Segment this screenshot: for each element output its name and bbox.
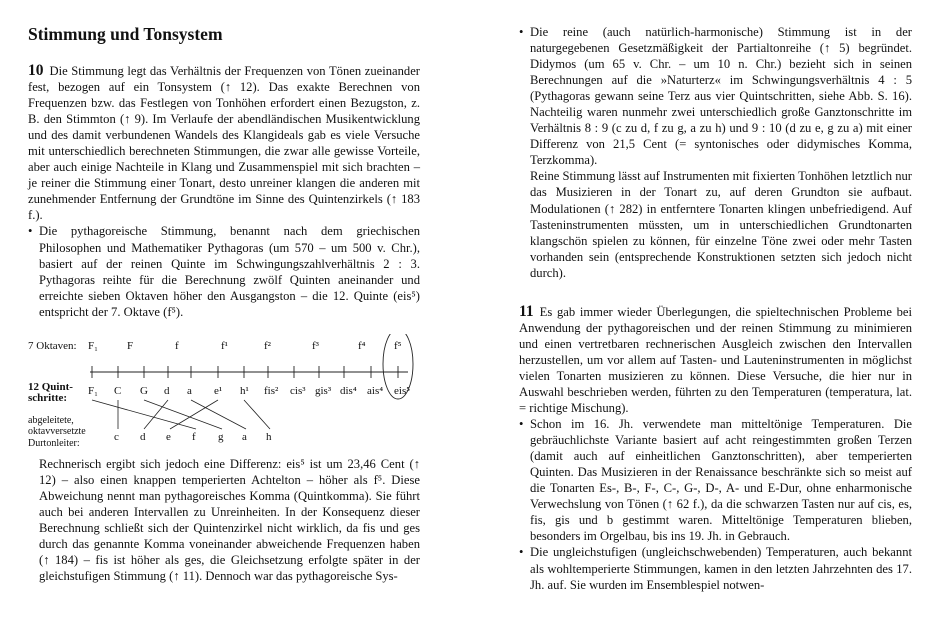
fifth-note: a xyxy=(187,384,192,397)
octaves-label: 7 Oktaven: xyxy=(28,339,77,352)
reine-stimmung-continuation: Reine Stimmung lässt auf Instrumenten mit fixierten Tonhöhen letztlich nur das Musizieren in der Tonart zu, auf deren Grundton sie aufbaut. Modulationen (↑ 282) in entferntere Tonarten klingen unbefriedigend. Auf Tasteninstrumenten müssten, um in unterschiedlichen Grundtonarten klangschön spielen zu können, für einzelne Töne zwei oder mehr Tasten vorhanden sein (entsprechende Konstruktionen setzten sich jedoch nicht durch). xyxy=(530,169,912,280)
octave-note: f xyxy=(175,339,179,352)
fifth-note: fis² xyxy=(264,384,279,397)
fifth-note: G xyxy=(140,384,148,397)
fifth-note: d xyxy=(164,384,170,397)
bullet-list-right xyxy=(519,24,912,168)
octave-note: f⁴ xyxy=(358,339,366,352)
fifth-note: e¹ xyxy=(214,384,223,397)
section-number: 10 xyxy=(28,62,44,79)
bullet-reine-stimmung: • Die reine (auch natürlich-harmonische) Stimmung ist in der naturgegebenen Gesetzmäßigkeit der Partialtonreihe (↑ 5) begründet. Didymos (um 65 v. Chr. – um 10 n. Chr.) bezieht sich in seinen Berechnungen auf die »Naturterz« im Schwingungsverhältnis 4 : 5 (Pythagoras gewann seine Terz aus vier Quintschritten, siehe Abb. S. 16). Nachteilig waren nunmehr zwei unterschiedlich große Ganztonschritte im Verhältnis 8 : 9 (c zu d, f zu g, a zu h) und 9 : 10 (d zu e, g zu a) mit einer Differenz von 21,5 Cent (= syntonisches oder didymisches Komma, Terzkomma). xyxy=(519,24,912,168)
octave-note: F xyxy=(127,339,134,352)
right-column xyxy=(519,0,912,593)
scale-note: a xyxy=(242,430,247,443)
fifth-note: dis⁴ xyxy=(340,384,357,397)
octave-note: f³ xyxy=(312,339,319,352)
octave-note: F₁ xyxy=(88,339,98,352)
fifth-note: cis³ xyxy=(290,384,306,397)
fifth-note: h¹ xyxy=(240,384,249,397)
bullet-list-temperaturen xyxy=(519,416,912,593)
bullet-ungleichstufige: • Die ungleichstufigen (ungleichschwebenden) Temperaturen, auch bekannt als wohltemperierte Stimmungen, kamen in den letzten Jahrzehnten des 17. Jh. auf. Sie wurden im Ensemblespiel notwen- xyxy=(519,544,912,592)
octave-note: f¹ xyxy=(221,339,228,352)
scale-label-line2: oktavversetzte xyxy=(28,426,86,438)
section-10 xyxy=(28,63,420,223)
fifth-note: F₁ xyxy=(88,384,98,397)
after-diagram-text: Rechnerisch ergibt sich jedoch eine Differenz: eis⁵ ist um 23,46 Cent (↑ 12) – also einen knappen temperierten Achtelton – höher als f⁵. Diese Abweichung nennt man pythagoreisches Komma (Quintkomma). Sie führt auch bei anderen Intervallen zu Unreinheiten. In der Konsequenz dieser Berechnung schließt sich der Quintenzirkel nicht wirklich, da fis und ges durch das genannte Komma voneinander abweichende Frequenzen haben (↑ 184) – fis ist höher als ges, die Gleichsetzung erfolgte später in der gleichstufigen Stimmung (↑ 11). Dennoch war das pythagoreische Sys- xyxy=(39,456,420,584)
section-10-text: Die Stimmung legt das Verhältnis der Frequenzen von Tönen zueinander fest, bezogen auf ein Tonsystem (↑ 12). Das exakte Berechnen von Frequenzen bzw. das Festlegen von Tonhöhen erfordert einen Bezugston, z. B. den Stimmton (↑ 9). Im Verlaufe der abendländischen Musikentwicklung und des damit verbundenen Wandels des Klangideals gab es viele Versuche mit unterschiedlich berechneten Stimmungen, die zwar alle gewisse Vorteile, aber auch einige Nachteile in Klang und Zusammenspiel mit sich brachten – je reiner die Stimmung einer Tonart, desto unreiner klangen die anderen mit zunehmender Entfernung der Grundtöne im Sinne des Quintenzirkels (↑ 183 f.). xyxy=(28,64,420,223)
scale-label-line1: abgeleitete, xyxy=(28,414,74,426)
fifths-label-line2: schritte: xyxy=(28,392,68,405)
section-11-text: Es gab immer wieder Überlegungen, die spieltechnischen Probleme bei Anwendung der pythagoreischen und der reinen Stimmung zu minimieren und einen vertretbaren rechnerischen Ausgleich zwischen den Intervallen herzustellen, um vor allem auf Tasten- und Lauteninstrumenten in möglichst vielen Tonarten musizieren zu können. Diese Versuche, die hier nur in Auswahl beschrieben werden, führten zu den Temperaturen (temperatura, lat. = richtige Mischung). xyxy=(519,304,912,416)
fifths-label xyxy=(28,382,73,405)
scale-note: g xyxy=(218,430,224,443)
pythagorean-comma-diagram xyxy=(28,334,420,450)
scale-note: e xyxy=(166,430,171,443)
section-11 xyxy=(519,304,912,416)
mapping-arrow xyxy=(244,400,270,429)
scale-label xyxy=(28,415,86,450)
mapping-arrow xyxy=(191,400,246,429)
page-title: Stimmung und Tonsystem xyxy=(28,24,223,44)
bullet-list xyxy=(28,223,420,319)
section-number: 11 xyxy=(519,302,534,320)
mapping-arrow xyxy=(92,400,196,429)
scale-note: f xyxy=(192,430,196,443)
scale-note: c xyxy=(114,430,119,443)
fifths-label-line1: 12 Quint- xyxy=(28,380,73,393)
left-column xyxy=(28,0,420,584)
octave-note: f⁵ xyxy=(394,339,402,352)
fifth-note: C xyxy=(114,384,122,397)
fifth-note: eis⁵ xyxy=(394,384,411,397)
scale-arrows xyxy=(92,400,270,429)
bullet-pythagoreische-stimmung: • Die pythagoreische Stimmung, benannt nach dem griechischen Philosophen und Mathematiker Pythagoras (um 570 – um 500 v. Chr.), basiert auf der reinen Quinte im Schwingungszahlverhältnis 2 : 3. Pythagoras reihte für die Berechnung zwölf Quinten aneinander und erreichte sieben Oktaven höher den Ausgangston – die 12. Quinte (eis⁵) entspricht der 7. Oktave (f⁵). xyxy=(28,223,420,319)
octave-note: f² xyxy=(264,339,271,352)
fifth-note: ais⁴ xyxy=(367,384,384,397)
scale-note: d xyxy=(140,430,146,443)
scale-note: h xyxy=(266,430,272,443)
bullet-mitteltoenige: • Schon im 16. Jh. verwendete man mitteltönige Temperaturen. Die gebräuchlichste Variante basiert auf acht reingestimmten großen Terzen (damit auch auf einheitlichen Ganztonschritten), aber temperierten Quinten. Das Musizieren in der Renaissance beschränkte sich so meist auf die Tonarten Es-, B-, F-, C-, G-, D-, A- und E-Dur, ohne enharmonische Verwechslung von Tönen (↑ 62 f.), da die schwarzen Tasten nur auf cis, es, fis, gis und b gestimmt waren. Mitteltönige Temperaturen blieben, besonders im Orgelbau, bis ins 19. Jh. in Gebrauch. xyxy=(519,416,912,544)
scale-label-line3: Durtonleiter: xyxy=(28,437,80,449)
fifth-note: gis³ xyxy=(315,384,332,397)
